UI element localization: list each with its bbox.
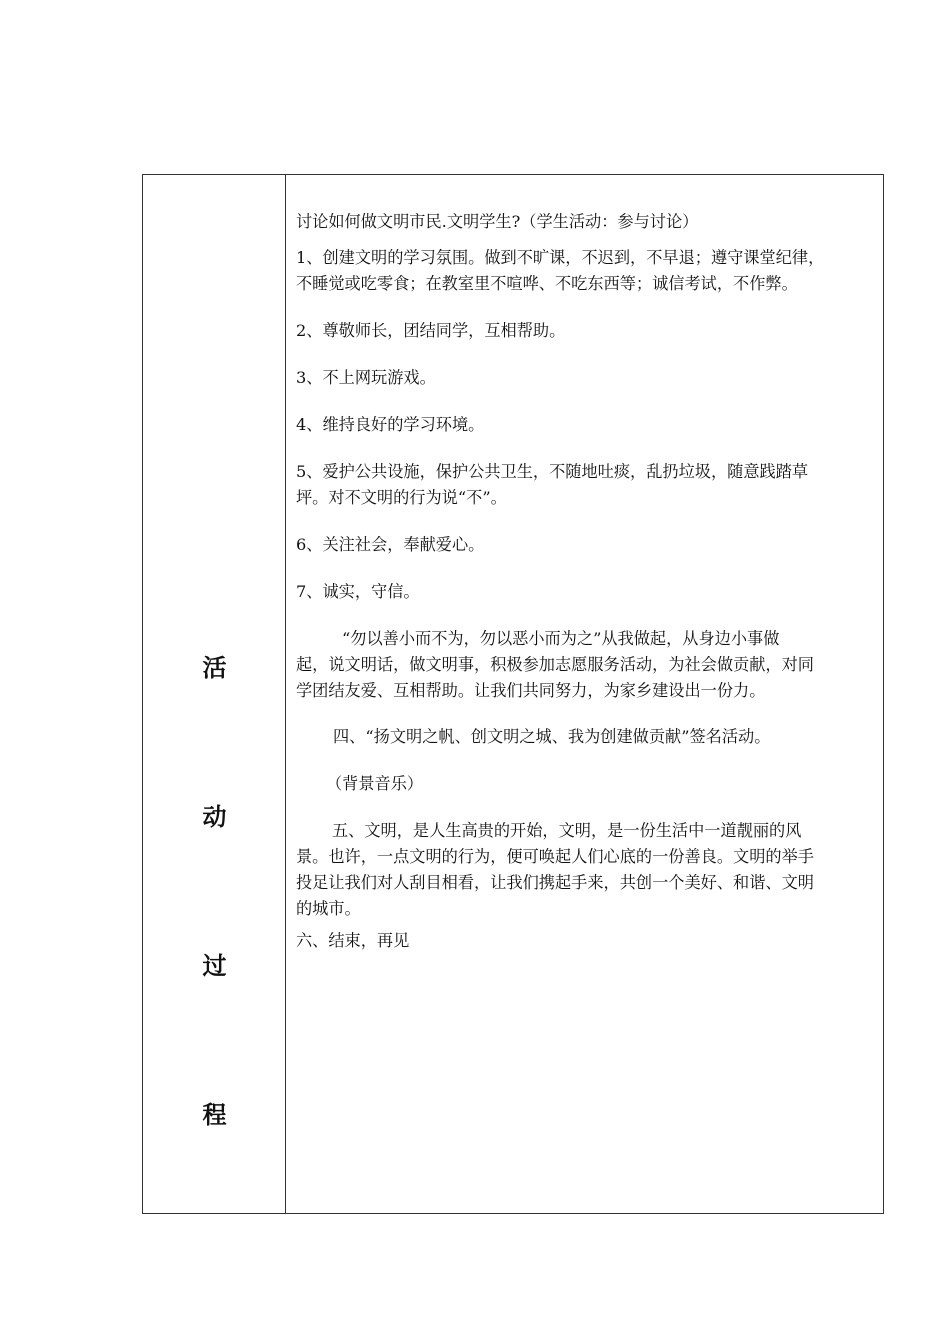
section-5-line-4: 的城市。	[296, 899, 361, 918]
item-2: 2、尊敬师长，团结同学，互相帮助。	[296, 321, 566, 340]
item-4: 4、维持良好的学习环境。	[296, 415, 485, 434]
content-column	[286, 175, 883, 1213]
item-1-line-1: 1、创建文明的学习氛围。做到不旷课，不迟到，不早退；遵守课堂纪律，	[296, 248, 825, 267]
quote-line-3: 学团结友爱、互相帮助。让我们共同努力，为家乡建设出一份力。	[296, 681, 766, 700]
quote-paragraph	[296, 626, 878, 704]
section-5	[296, 818, 878, 922]
label-char-1: 活	[202, 654, 227, 682]
intro-text: 讨论如何做文明市民.文明学生?（学生活动：参与讨论）	[296, 212, 699, 231]
label-char-4: 程	[202, 1101, 227, 1129]
item-6: 6、关注社会，奉献爱心。	[296, 535, 485, 554]
activity-table	[142, 174, 884, 1214]
item-1	[296, 245, 878, 297]
item-1-line-2: 不睡觉或吃零食；在教室里不喧哗、不吃东西等；诚信考试，不作弊。	[296, 274, 798, 293]
label-char-2: 动	[202, 803, 227, 831]
item-5	[296, 459, 878, 511]
label-char-3: 过	[202, 952, 227, 980]
background-music-note: （背景音乐）	[326, 774, 424, 793]
quote-line-1: “勿以善小而不为，勿以恶小而为之”从我做起，从身边小事做	[342, 629, 780, 648]
item-5-line-1: 5、爱护公共设施，保护公共卫生，不随地吐痰，乱扔垃圾，随意践踏草	[296, 462, 809, 481]
section-5-line-1: 五、文明，是人生高贵的开始，文明，是一份生活中一道靓丽的风	[332, 821, 802, 840]
quote-line-2: 起，说文明话，做文明事，积极参加志愿服务活动，为社会做贡献，对同	[296, 655, 814, 674]
label-column	[143, 175, 286, 1213]
section-5-line-3: 投足让我们对人刮目相看，让我们携起手来，共创一个美好、和谐、文明	[296, 873, 814, 892]
section-6: 六、结束，再见	[296, 931, 410, 950]
item-7: 7、诚实，守信。	[296, 582, 420, 601]
section-5-line-2: 景。也许，一点文明的行为，便可唤起人们心底的一份善良。文明的举手	[296, 847, 814, 866]
item-3: 3、不上网玩游戏。	[296, 368, 436, 387]
item-5-line-2: 坪。对不文明的行为说“不”。	[296, 488, 507, 507]
section-4: 四、“扬文明之帆、创文明之城、我为创建做贡献”签名活动。	[333, 727, 771, 746]
